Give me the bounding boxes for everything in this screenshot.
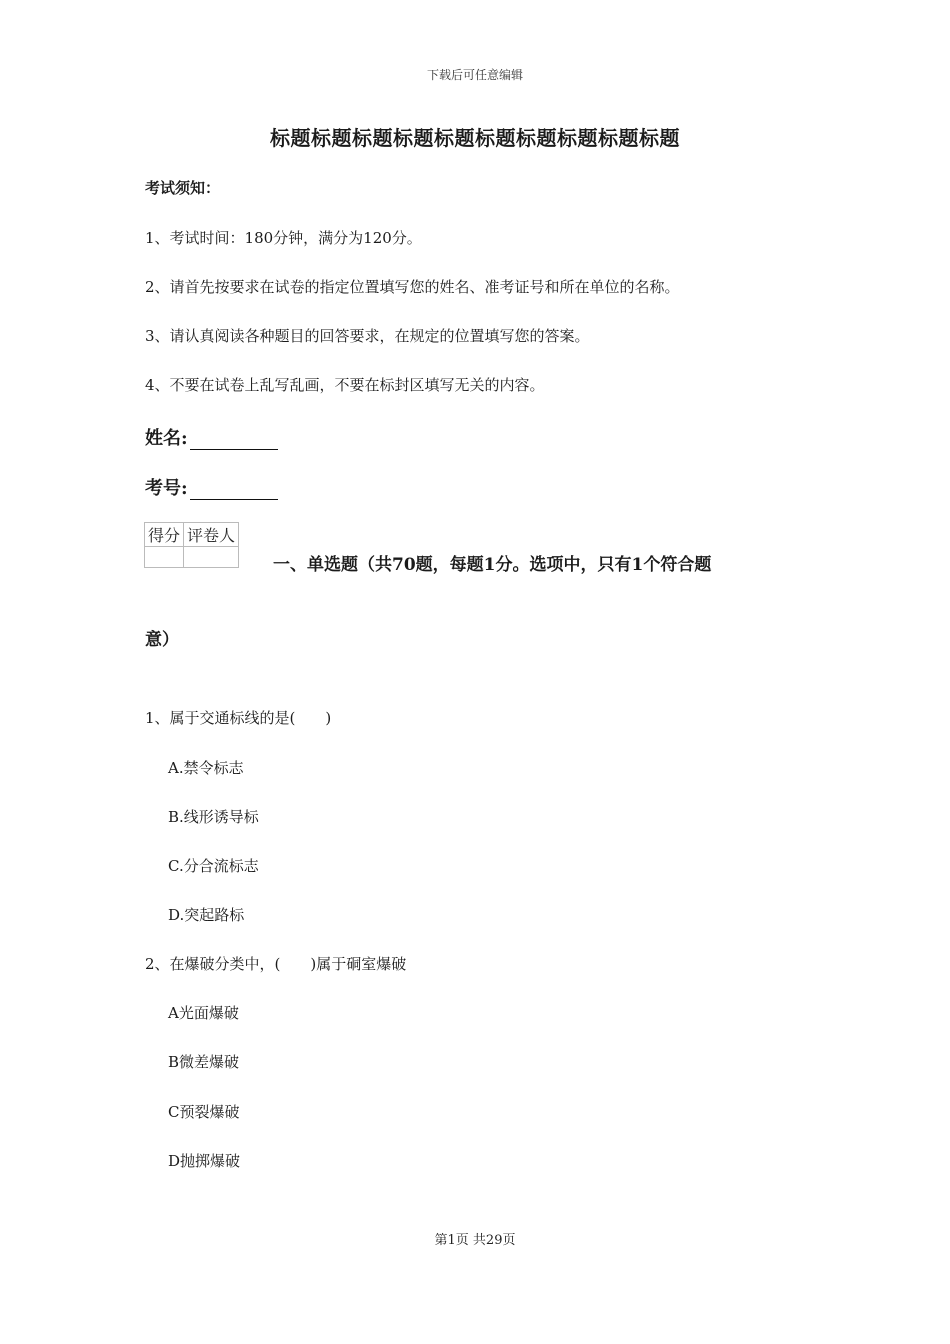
name-label: 姓名: <box>145 428 188 449</box>
section-heading: 一、单选题（共70题，每题1分。选项中，只有1个符合题 <box>273 555 712 575</box>
notice-heading: 考试须知： <box>145 179 221 197</box>
question-option: A光面爆破 <box>168 1004 239 1022</box>
question-stem: 1、属于交通标线的是( ) <box>145 709 332 727</box>
name-field <box>145 424 278 450</box>
question-option: C预裂爆破 <box>168 1103 240 1121</box>
score-table <box>144 522 239 568</box>
notice-item: 4、不要在试卷上乱写乱画，不要在标封区填写无关的内容。 <box>145 376 545 394</box>
document-title: 标题标题标题标题标题标题标题标题标题标题 <box>270 126 680 150</box>
notice-item: 3、请认真阅读各种题目的回答要求，在规定的位置填写您的答案。 <box>145 327 590 345</box>
name-blank-line[interactable] <box>190 429 278 450</box>
question-option: B微差爆破 <box>168 1053 240 1071</box>
section-heading-continued: 意） <box>145 630 179 650</box>
question-stem: 2、在爆破分类中，( )属于硐室爆破 <box>145 955 407 973</box>
grader-header: 评卷人 <box>184 523 239 547</box>
exam-id-field <box>145 474 278 500</box>
exam-id-label: 考号: <box>145 478 188 499</box>
question-option: D抛掷爆破 <box>168 1152 241 1170</box>
grader-cell[interactable] <box>184 547 239 568</box>
notice-item: 2、请首先按要求在试卷的指定位置填写您的姓名、准考证号和所在单位的名称。 <box>145 278 680 296</box>
question-option: A.禁令标志 <box>168 759 244 777</box>
notice-item: 1、考试时间：180分钟，满分为120分。 <box>145 229 422 247</box>
score-cell[interactable] <box>145 547 184 568</box>
question-option: B.线形诱导标 <box>168 808 259 826</box>
score-header: 得分 <box>145 523 184 547</box>
page-header: 下载后可任意编辑 <box>426 68 523 82</box>
question-option: C.分合流标志 <box>168 857 259 875</box>
page-footer: 第1页 共29页 <box>434 1233 516 1248</box>
question-option: D.突起路标 <box>168 906 245 924</box>
exam-id-blank-line[interactable] <box>190 479 278 500</box>
